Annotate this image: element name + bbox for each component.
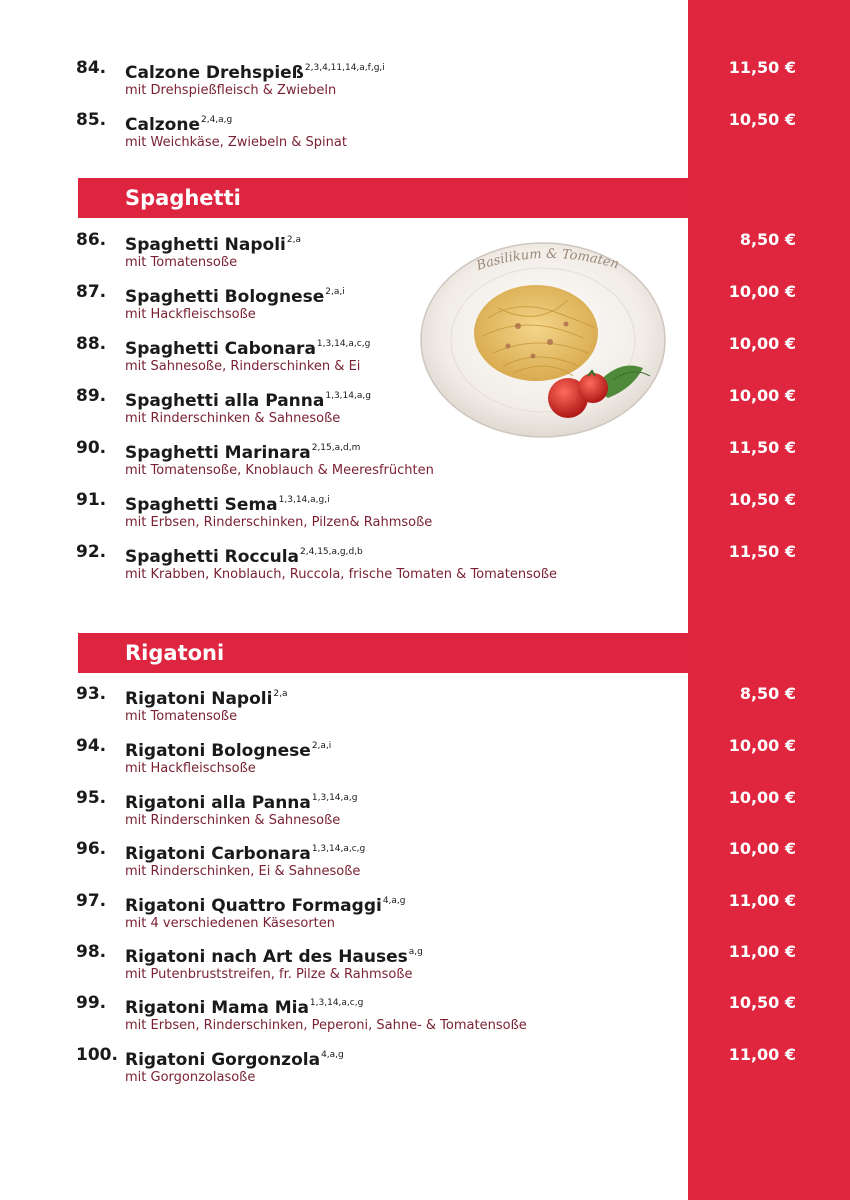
allergen-codes: 2,15,a,d,m <box>311 443 361 453</box>
item-description: mit Krabben, Knoblauch, Ruccola, frische Tomaten & Tomatensoße <box>125 567 558 582</box>
allergen-codes: 1,3,14,a,c,g <box>311 844 366 854</box>
item-number: 92. <box>76 542 107 562</box>
menu-item-98 <box>0 941 850 991</box>
item-description: mit Hackfleischsoße <box>125 307 256 322</box>
item-description: mit Sahnesoße, Rinderschinken & Ei <box>125 359 361 374</box>
item-name: Spaghetti Roccula$^{2,4,15,a,g,d,b}$ <box>125 547 363 567</box>
menu-item-92 <box>0 541 850 591</box>
menu-item-90 <box>0 437 850 487</box>
item-number: 86. <box>76 230 107 250</box>
item-description: mit Rinderschinken, Ei & Sahnesoße <box>125 864 361 879</box>
item-description: mit Weichkäse, Zwiebeln & Spinat <box>125 135 347 150</box>
menu-item-93 <box>0 683 850 733</box>
menu-item-86 <box>0 229 850 279</box>
allergen-codes: 2,a,i <box>325 287 345 297</box>
item-price: 10,00 € <box>728 386 796 405</box>
item-price: 10,00 € <box>728 282 796 301</box>
item-name: Rigatoni alla Panna$^{1,3,14,a,g}$ <box>125 793 358 813</box>
menu-item-100 <box>0 1044 850 1094</box>
item-price: 10,00 € <box>728 839 796 858</box>
allergen-codes: 2,4,a,g <box>200 115 233 125</box>
item-name: Spaghetti Marinara$^{2,15,a,d,m}$ <box>125 443 361 463</box>
item-description: mit Tomatensoße <box>125 709 238 724</box>
item-name: Calzone$^{2,4,a,g}$ <box>125 115 233 135</box>
item-price: 10,00 € <box>728 334 796 353</box>
item-description: mit Tomatensoße <box>125 255 238 270</box>
item-price: 8,50 € <box>739 684 796 703</box>
item-description: mit Rinderschinken & Sahnesoße <box>125 813 341 828</box>
item-number: 97. <box>76 891 107 911</box>
menu-item-99 <box>0 992 850 1042</box>
menu-item-95 <box>0 787 850 837</box>
allergen-codes: 2,4,15,a,g,d,b <box>300 547 363 557</box>
item-name: Rigatoni Bolognese$^{2,a,i}$ <box>125 741 332 761</box>
item-number: 91. <box>76 490 107 510</box>
item-number: 98. <box>76 942 107 962</box>
menu-item-89 <box>0 385 850 435</box>
item-price: 10,00 € <box>728 736 796 755</box>
allergen-codes: 2,a <box>286 235 301 245</box>
menu-item-85 <box>0 109 850 159</box>
item-number: 95. <box>76 788 107 808</box>
allergen-codes: 4,a,g <box>321 1050 344 1060</box>
item-price: 8,50 € <box>739 230 796 249</box>
item-name: Spaghetti Bolognese$^{2,a,i}$ <box>125 287 345 307</box>
item-number: 94. <box>76 736 107 756</box>
item-price: 11,00 € <box>728 891 796 910</box>
item-number: 90. <box>76 438 107 458</box>
menu-item-91 <box>0 489 850 539</box>
allergen-codes: a,g <box>408 947 423 957</box>
item-price: 11,50 € <box>728 58 796 77</box>
allergen-codes: 1,3,14,a,g <box>311 793 358 803</box>
item-price: 10,00 € <box>728 788 796 807</box>
item-name: Rigatoni Carbonara$^{1,3,14,a,c,g}$ <box>125 844 366 864</box>
item-name: Spaghetti Cabonara$^{1,3,14,a,c,g}$ <box>125 339 371 359</box>
item-description: mit Drehspießfleisch & Zwiebeln <box>125 83 337 98</box>
item-name: Calzone Drehspieß$^{2,3,4,11,14,a,f,g,i}$ <box>125 63 385 83</box>
item-number: 99. <box>76 993 107 1013</box>
allergen-codes: 1,3,14,a,g,i <box>278 495 330 505</box>
section-header-spaghetti: Spaghetti <box>78 178 690 218</box>
svg-text:Basilikum & Tomaten: Basilikum & Tomaten <box>474 246 621 274</box>
item-name: Spaghetti Napoli$^{2,a}$ <box>125 235 301 255</box>
item-price: 11,00 € <box>728 1045 796 1064</box>
item-description: mit Erbsen, Rinderschinken, Pilzen& Rahmsoße <box>125 515 433 530</box>
section-header-rigatoni: Rigatoni <box>78 633 690 673</box>
menu-item-96 <box>0 838 850 888</box>
allergen-codes: 4,a,g <box>382 896 406 906</box>
allergen-codes: 1,3,14,a,c,g <box>309 998 364 1008</box>
item-description: mit Tomatensoße, Knoblauch & Meeresfrüchten <box>125 463 434 478</box>
allergen-codes: 1,3,14,a,g <box>325 391 371 401</box>
menu-item-88 <box>0 333 850 383</box>
item-price: 11,00 € <box>728 942 796 961</box>
item-number: 87. <box>76 282 107 302</box>
item-price: 11,50 € <box>728 438 796 457</box>
allergen-codes: 2,a,i <box>311 741 332 751</box>
item-name: Rigatoni Quattro Formaggi$^{4,a,g}$ <box>125 896 406 916</box>
menu-item-97 <box>0 890 850 940</box>
item-description: mit 4 verschiedenen Käsesorten <box>125 916 336 931</box>
item-number: 96. <box>76 839 107 859</box>
item-description: mit Rinderschinken & Sahnesoße <box>125 411 341 426</box>
item-description: mit Erbsen, Rinderschinken, Peperoni, Sahne- & Tomatensoße <box>125 1018 527 1033</box>
menu-item-84 <box>0 57 850 107</box>
item-name: Rigatoni nach Art des Hauses$^{a,g}$ <box>125 947 423 967</box>
item-name: Rigatoni Gorgonzola$^{4,a,g}$ <box>125 1050 344 1070</box>
item-number: 89. <box>76 386 107 406</box>
item-price: 11,50 € <box>728 542 796 561</box>
allergen-codes: 2,3,4,11,14,a,f,g,i <box>304 63 385 73</box>
item-name: Rigatoni Napoli$^{2,a}$ <box>125 689 288 709</box>
item-name: Rigatoni Mama Mia$^{1,3,14,a,c,g}$ <box>125 998 364 1018</box>
item-name: Spaghetti alla Panna$^{1,3,14,a,g}$ <box>125 391 371 411</box>
item-price: 10,50 € <box>728 993 796 1012</box>
item-number: 88. <box>76 334 107 354</box>
allergen-codes: 1,3,14,a,c,g <box>316 339 371 349</box>
menu-item-87 <box>0 281 850 331</box>
item-description: mit Hackfleischsoße <box>125 761 256 776</box>
menu-item-94 <box>0 735 850 785</box>
item-number: 84. <box>76 58 107 78</box>
item-name: Spaghetti Sema$^{1,3,14,a,g,i}$ <box>125 495 330 515</box>
item-number: 100. <box>76 1045 118 1065</box>
allergen-codes: 2,a <box>273 689 288 699</box>
item-price: 10,50 € <box>728 490 796 509</box>
item-description: mit Gorgonzolasoße <box>125 1070 256 1085</box>
item-price: 10,50 € <box>728 110 796 129</box>
item-number: 93. <box>76 684 107 704</box>
item-description: mit Putenbruststreifen, fr. Pilze & Rahmsoße <box>125 967 413 982</box>
item-number: 85. <box>76 110 107 130</box>
